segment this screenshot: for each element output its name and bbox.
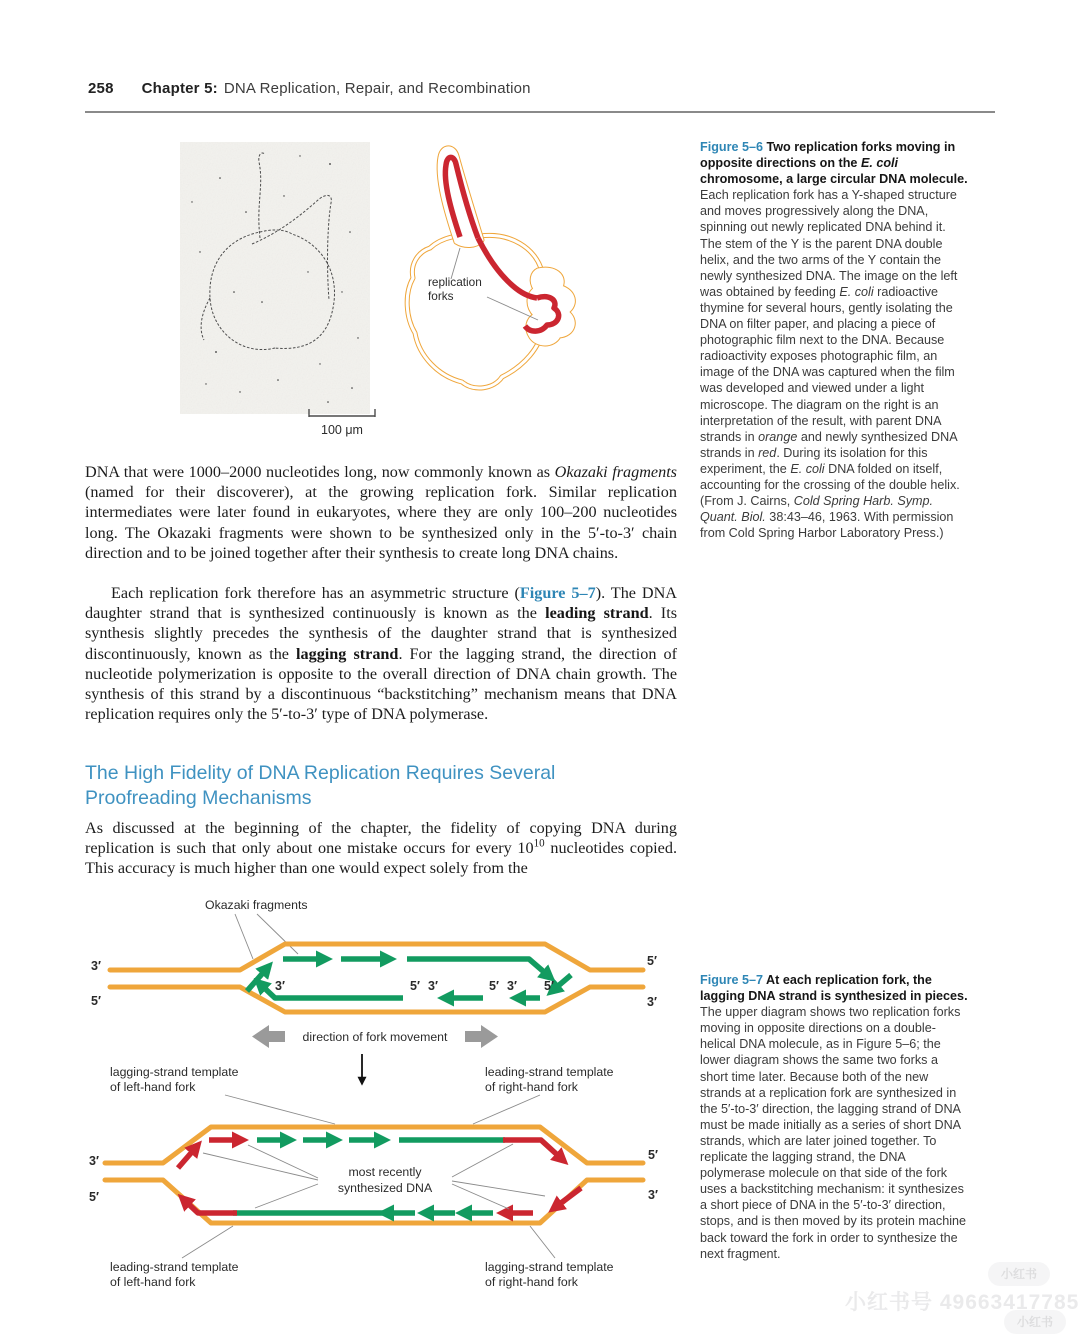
fork-label-line2: forks: [428, 289, 454, 303]
chapter-label: Chapter 5:: [141, 80, 218, 97]
prime-label: 3′: [89, 1154, 99, 1168]
lagging-left-label: lagging-strand template: [110, 1065, 239, 1079]
micrograph-grain: [180, 142, 370, 414]
prime-label: 5′: [89, 1190, 99, 1204]
recent-label-line1: most recently: [348, 1165, 422, 1179]
figure56-diagram: [388, 136, 598, 431]
prime-label: 3′: [91, 959, 101, 973]
figure56-micrograph: [180, 142, 370, 414]
watermark-badge: 小红书: [988, 1262, 1050, 1286]
body-paragraph-2: Each replication fork therefore has an asymmetric structure (Figure 5–7). The DNA daughter strand that is synthesized continuously is known as the leading strand. Its synthesis slightly precedes the synthesis of the daughter strand that is synthesized discontinuously, known as the lagging strand. For the lagging strand, the direction of nucleotide polymerization is opposite to the overall direction of DNA chain growth. The synthesis of this strand by a discontinuous “backstitching” mechanism means that DNA replication requires only the 5′-to-3′ type of DNA polymerase.: [85, 584, 678, 724]
fork-label-line1: replication: [428, 275, 482, 289]
page-number: 258: [88, 80, 114, 97]
watermark-id-text: 小红书号 49663417785: [845, 1291, 1080, 1314]
body-paragraph-1: DNA that were 1000–2000 nucleotides long, now commonly known as Okazaki fragments (named for their discoverer), at the growing replication fork. Similar replication intermediates were later found in eukaryotes, where they are only 100–200 nucleotides long. The Okazaki fragments were shown to be synthesized only in the 5′-to-3′ chain direction and to be joined together after their synthesis to create long DNA chains.: [85, 463, 677, 562]
watermark-badge: 小红书: [1004, 1310, 1066, 1334]
body-paragraph-3: As discussed at the beginning of the chapter, the fidelity of copying DNA during replication is such that only about one mistake occurs for every $10^{10}$ nucleotides copied. This accuracy is much higher than one would expect solely from the: [85, 819, 677, 878]
prime-label: 5′: [489, 979, 499, 993]
prime-label: 5′: [410, 979, 420, 993]
right-direction-arrow-icon: [465, 1025, 498, 1048]
scale-bar: [300, 406, 384, 442]
prime-label: 5′: [544, 979, 554, 993]
scale-bar-label: 100 μm: [321, 423, 363, 437]
leading-left-label2: of left-hand fork: [110, 1275, 196, 1289]
template-labels-bottom: [110, 1226, 614, 1289]
upper-fork-diagram: [91, 898, 657, 1012]
prime-label: 3′: [647, 995, 657, 1009]
section-heading: The High Fidelity of DNA Replication Requires Several Proofreading Mechanisms: [85, 762, 556, 809]
page-header: [88, 80, 531, 97]
replication-forks-label: [428, 248, 538, 320]
leading-left-label: leading-strand template: [110, 1260, 239, 1274]
okazaki-fragments-label: Okazaki fragments: [205, 898, 308, 912]
prime-label: 5′: [648, 1148, 658, 1162]
lagging-right-label2: of right-hand fork: [485, 1275, 578, 1289]
leading-right-label: leading-strand template: [485, 1065, 614, 1079]
figure57-diagram: [85, 893, 685, 1308]
prime-label: 5′: [647, 954, 657, 968]
lower-fork-diagram: [89, 1127, 658, 1223]
left-direction-arrow-icon: [252, 1025, 285, 1048]
figure57-caption: Figure 5–7 At each replication fork, the lagging DNA strand is synthesized in pieces. The upper diagram shows two replication forks moving in opposite directions on a double-helical DNA molecule, as in Figure 5–6; the lower diagram shows the same two forks a short time later. Because both of the new strands at a replication fork are synthesized in the 5′-to-3′ direction, the lagging strand of DNA must be made initially as a series of short DNA strands, which are later joined together. To replicate the lagging strand, the DNA polymerase molecule on that side of the fork uses a backstitching mechanism: it synthesizes a short piece of DNA in the 5′-to-3′ direction, stops, and is then moved by its protein machine back toward the fork in order to synthesize the next fragment.: [700, 973, 968, 1261]
recent-label-line2: synthesized DNA: [337, 1181, 433, 1195]
leading-right-label2: of right-hand fork: [485, 1080, 578, 1094]
lagging-left-label2: of left-hand fork: [110, 1080, 196, 1094]
prime-label: 5′: [91, 994, 101, 1008]
prime-label: 3′: [275, 979, 285, 993]
fork-movement-row: [252, 1025, 498, 1048]
prime-label: 3′: [507, 979, 517, 993]
prime-label: 3′: [648, 1188, 658, 1202]
figure56-caption: Figure 5–6 Two replication forks moving in opposite directions on the E. coli chromosome, a large circular DNA molecule. Each replication fork has a Y-shaped structure and moves progressively along the DNA, spinning out newly replicated DNA behind it. The stem of the Y is the parent DNA double helix, and the two arms of the Y contain the newly synthesized DNA. The image on the left was obtained by feeding E. coli radioactive thymine for several hours, gently isolating the DNA on filter paper, and placing a piece of photographic film next to the DNA. Because radioactivity exposes photographic film, an image of the DNA was captured when the film was developed and viewed under a light microscope. The diagram on the right is an interpretation of the result, with parent DNA strands in orange and newly synthesized DNA strands in red. During its isolation for this experiment, the E. coli DNA folded on itself, accounting for the crossing of the double helix. (From J. Cairns, Cold Spring Harb. Symp. Quant. Biol. 38:43–46, 1963. With permission from Cold Spring Harbor Laboratory Press.): [700, 140, 968, 541]
okazaki-fragments-upper: [247, 959, 571, 998]
lagging-right-label: lagging-strand template: [485, 1260, 614, 1274]
direction-label: direction of fork movement: [302, 1030, 448, 1044]
new-strands-lower-top: [178, 1140, 564, 1168]
parent-dna-orange: [407, 148, 573, 388]
scale-bar-bracket: [309, 409, 375, 417]
chapter-title: DNA Replication, Repair, and Recombination: [223, 80, 531, 97]
header-rule: [85, 111, 995, 113]
prime-label: 3′: [428, 979, 438, 993]
most-recent-label: [203, 1144, 545, 1209]
